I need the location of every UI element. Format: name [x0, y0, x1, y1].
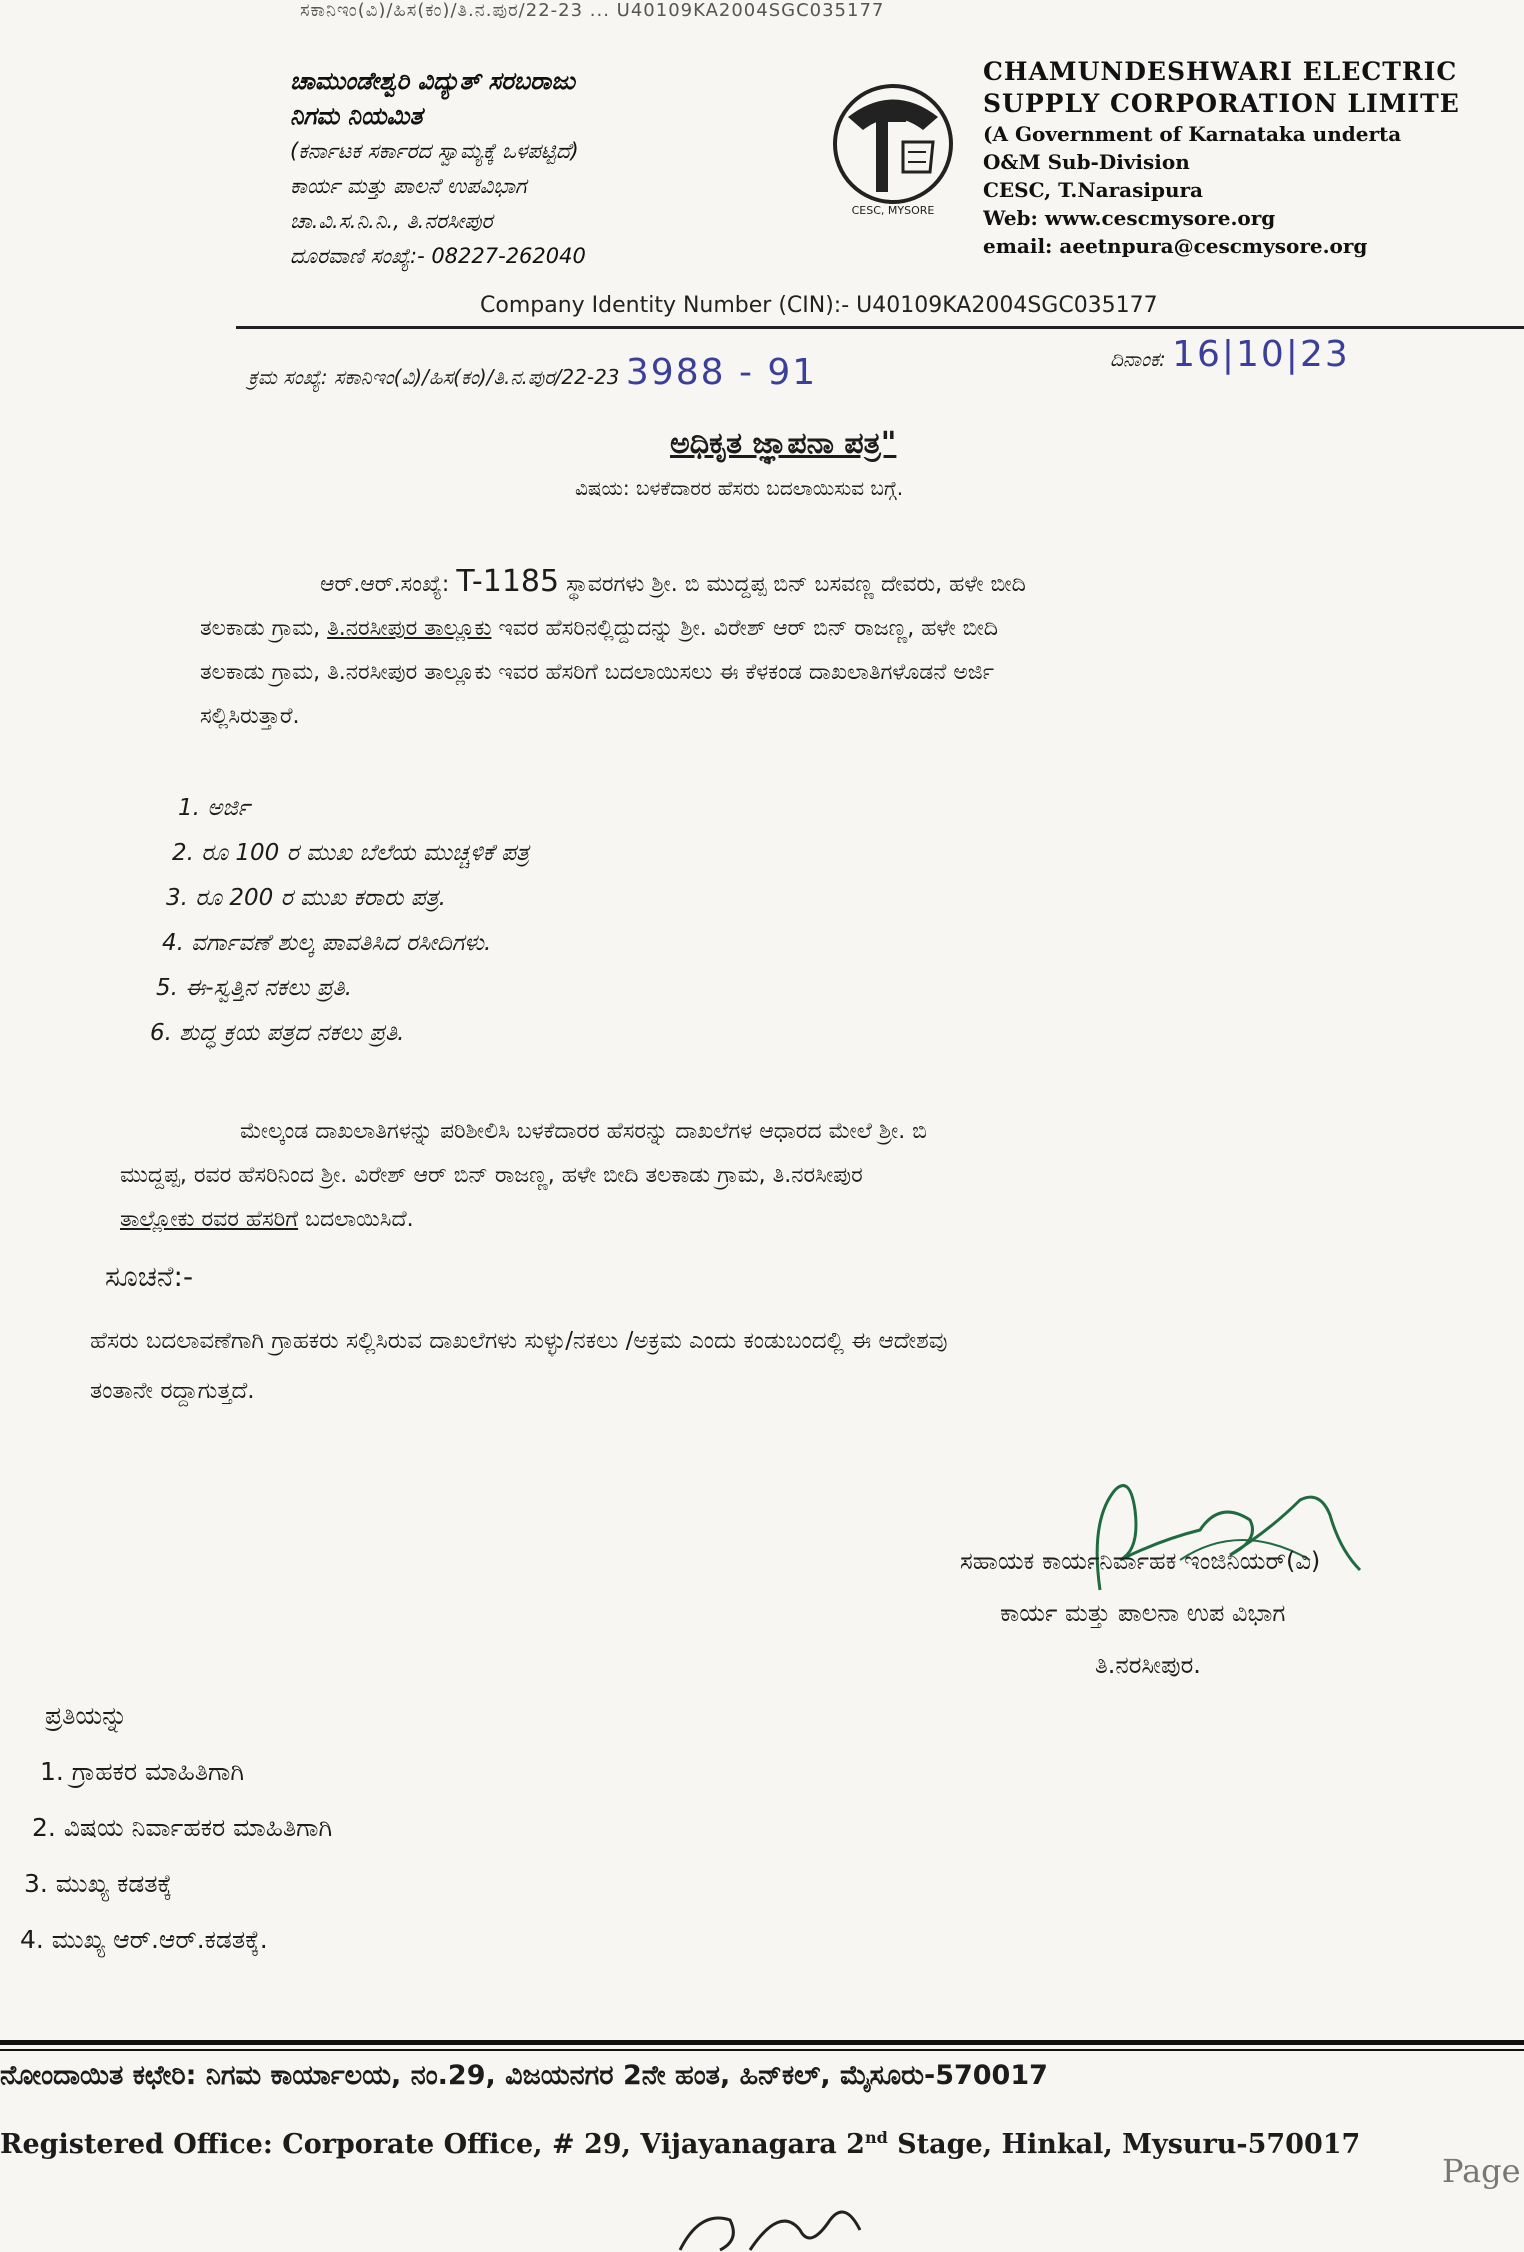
p1-text: ಇವರ ಹೆಸರಿನಲ್ಲಿದ್ದುದನ್ನು ಶ್ರೀ. ವಿರೇಶ್ ಆರ್ ಬಿನ್ ರಾಜಣ್ಣ, ಹಳೇ ಬೀದಿ — [498, 616, 999, 641]
list-item: 6. ಶುದ್ಧ ಕ್ರಯ ಪತ್ರದ ನಕಲು ಪ್ರತಿ. — [150, 1020, 405, 1046]
paragraph-1 — [200, 560, 1500, 739]
footer-address-text: Stage, Hinkal, Mysuru-570017 — [887, 2129, 1361, 2160]
letterhead-kannada-line: ನಿಗಮ ನಿಯಮಿತ — [290, 102, 423, 130]
paragraph-2-line — [120, 1198, 1524, 1242]
page-label: Page — [1442, 2152, 1521, 2190]
letterhead-kannada — [290, 64, 810, 274]
company-name-line2: SUPPLY CORPORATION LIMITE — [983, 89, 1460, 118]
paragraph-2-line: ಮುದ್ದಪ್ಪ, ರವರ ಹೆಸರಿನಿಂದ ಶ್ರೀ. ವಿರೇಶ್ ಆರ್ ಬಿನ್ ರಾಜಣ್ಣ, ಹಳೇ ಬೀದಿ ತಲಕಾಡು ಗ್ರಾಮ, ತಿ.ನರಸೀಪುರ — [120, 1163, 863, 1188]
footer-english-address — [0, 2128, 1360, 2160]
footer-address-text: Registered Office: Corporate Office, # 29, Vijayanagara 2 — [0, 2129, 865, 2160]
letterhead-kannada-line: ಕಾರ್ಯ ಮತ್ತು ಪಾಲನೆ ಉಪವಿಭಾಗ — [290, 174, 527, 198]
company-web: Web: www.cescmysore.org — [983, 206, 1276, 230]
rr-number: T-1185 — [456, 564, 560, 599]
date-line — [1110, 334, 1350, 375]
paragraph-2-line — [120, 1110, 1524, 1154]
signatory-designation: ಸಹಾಯಕ ಕಾರ್ಯನಿರ್ವಾಹಕ ಇಂಜಿನಿಯರ್(ವಿ) — [960, 1547, 1321, 1575]
cesc-logo — [818, 72, 968, 222]
note-line: ತಂತಾನೇ ರದ್ದಾಗುತ್ತದೆ. — [90, 1378, 255, 1404]
p1-text: ಸ್ಥಾವರಗಳು ಶ್ರೀ. ಬಿ ಮುದ್ದಪ್ಪ ಬಿನ್ ಬಸವಣ್ಣ ದೇವರು, ಹಳೇ ಬೀದಿ — [566, 572, 1026, 597]
cin-number: Company Identity Number (CIN):- U40109KA2004SGC035177 — [480, 293, 1158, 318]
letterhead-kannada-line: ಚಾ.ವಿ.ಸ.ನಿ.ನಿ., ತಿ.ನರಸೀಪುರ — [290, 209, 493, 233]
company-sub-line: O&M Sub-Division — [983, 150, 1190, 174]
signatory-block — [960, 1535, 1524, 1691]
footer-divider — [0, 2040, 1524, 2045]
footer-superscript: nd — [864, 2128, 888, 2147]
paragraph-1-line — [200, 607, 1500, 651]
list-item: 1. ಗ್ರಾಹಕರ ಮಾಹಿತಿಗಾಗಿ — [40, 1757, 245, 1786]
paragraph-1-line: ತಲಕಾಡು ಗ್ರಾಮ, ತಿ.ನರಸೀಪುರ ತಾಲ್ಲೂಕು ಇವರ ಹೆಸರಿಗೆ ಬದಲಾಯಿಸಲು ಈ ಕೆಳಕಂಡ ದಾಖಲಾತಿಗಳೊಡನೆ ಅರ್ಜಿ — [200, 660, 995, 685]
list-item: 3. ರೂ 200 ರ ಮುಖ ಕರಾರು ಪತ್ರ. — [166, 885, 446, 911]
bottom-signature — [670, 2200, 890, 2252]
copies-heading: ಪ್ರತಿಯನ್ನು — [45, 1701, 128, 1730]
list-item: 2. ವಿಷಯ ನಿರ್ವಾಹಕರ ಮಾಹಿತಿಗಾಗಿ — [32, 1813, 333, 1842]
p1-taluk-underlined: ತಿ.ನರಸೀಪುರ ತಾಲ್ಲೂಕು — [327, 616, 492, 641]
p2-text: ಬದಲಾಯಿಸಿದೆ. — [305, 1207, 414, 1232]
list-item: 4. ವರ್ಗಾವಣೆ ಶುಲ್ಕ ಪಾವತಿಸಿದ ರಸೀದಿಗಳು. — [162, 930, 492, 956]
list-item: 3. ಮುಖ್ಯ ಕಡತಕ್ಕೆ — [24, 1869, 173, 1898]
p1-text: ತಲಕಾಡು ಗ್ರಾಮ, — [200, 616, 321, 641]
reference-prefix: ಕ್ರಮ ಸಂಖ್ಯೆ: ಸಕಾನಿಇಂ(ವಿ)/ಹಿಸ(ಕಂ)/ತಿ.ನ.ಪುರ/22-23 — [248, 365, 620, 389]
top-cut-header-text: ಸಕಾನಿಇಂ(ವಿ)/ಹಿಸ(ಕಂ)/ತಿ.ನ.ಪುರ/22-23 ... U40109KA2004SGC035177 — [300, 0, 885, 18]
p2-underlined: ತಾಲ್ಲೋಕು ರವರ ಹೆಸರಿಗೆ — [120, 1207, 299, 1232]
logo-caption: CESC, MYSORE — [851, 204, 935, 217]
paragraph-1-line — [200, 560, 1500, 607]
letterhead-kannada-line: ದೂರವಾಣಿ ಸಂಖ್ಯೆ:- 08227-262040 — [290, 244, 586, 268]
memo-title: ಅಧಿಕೃತ ಜ್ಞಾಪನಾ ಪತ್ರ" — [670, 426, 897, 461]
documents-list — [150, 786, 529, 1056]
letterhead-kannada-line: ಚಾಮುಂಡೇಶ್ವರಿ ವಿದ್ಯುತ್ ಸರಬರಾಜು — [290, 67, 575, 95]
list-item: 2. ರೂ 100 ರ ಮುಖ ಬೆಲೆಯ ಮುಚ್ಚಳಿಕೆ ಪತ್ರ — [172, 840, 530, 866]
signatory-office: ಕಾರ್ಯ ಮತ್ತು ಪಾಲನಾ ಉಪ ವಿಭಾಗ — [1000, 1599, 1286, 1627]
company-email: email: aeetnpura@cescmysore.org — [983, 234, 1368, 258]
note-line: ಹೆಸರು ಬದಲಾವಣೆಗಾಗಿ ಗ್ರಾಹಕರು ಸಲ್ಲಿಸಿರುವ ದಾಖಲೆಗಳು ಸುಳ್ಳು/ನಕಲು /ಅಕ್ರಮ ಎಂದು ಕಂಡುಬಂದಲ್ಲಿ ಈ ಆದೇಶವು — [90, 1328, 948, 1354]
footer-kannada-address: ನೋಂದಾಯಿತ ಕಛೇರಿ: ನಿಗಮ ಕಾರ್ಯಾಲಯ, ನಂ.29, ವಿಜಯನಗರ 2ನೇ ಹಂತ, ಹಿನ್‌ಕಲ್, ಮೈಸೂರು-570017 — [0, 2060, 1048, 2091]
note-heading: ಸೂಚನೆ:- — [105, 1260, 194, 1293]
letterhead-english — [983, 56, 1524, 260]
rr-label: ಆರ್.ಆರ್.ಸಂಖ್ಯೆ: — [320, 572, 450, 597]
paragraph-2 — [120, 1110, 1524, 1242]
reference-number-handwritten: 3988 - 91 — [625, 352, 818, 393]
date-handwritten: 16|10|23 — [1172, 334, 1350, 375]
company-name-line1: CHAMUNDESHWARI ELECTRIC — [983, 57, 1458, 86]
company-sub-line: CESC, T.Narasipura — [983, 178, 1203, 202]
copies-list — [20, 1688, 332, 1968]
memo-subject: ವಿಷಯ: ಬಳಕೆದಾರರ ಹೆಸರು ಬದಲಾಯಿಸುವ ಬಗ್ಗೆ. — [575, 476, 904, 500]
date-label: ದಿನಾಂಕ: — [1110, 347, 1166, 371]
letterhead-kannada-line: (ಕರ್ನಾಟಕ ಸರ್ಕಾರದ ಸ್ವಾಮ್ಯಕ್ಕೆ ಒಳಪಟ್ಟಿದೆ) — [290, 139, 579, 163]
note-text — [90, 1316, 1524, 1416]
header-divider — [236, 326, 1524, 329]
p2-text: ಮೇಲ್ಕಂಡ ದಾಖಲಾತಿಗಳನ್ನು ಪರಿಶೀಲಿಸಿ ಬಳಕೆದಾರರ ಹೆಸರನ್ನು ದಾಖಲೆಗಳ ಆಧಾರದ ಮೇಲೆ ಶ್ರೀ. ಬಿ — [240, 1119, 927, 1144]
list-item: 1. ಅರ್ಜಿ — [178, 795, 250, 821]
list-item: 4. ಮುಖ್ಯ ಆರ್.ಆರ್.ಕಡತಕ್ಕೆ. — [20, 1925, 268, 1954]
company-sub-line: (A Government of Karnataka underta — [983, 122, 1402, 146]
reference-line — [248, 352, 817, 393]
signatory-place: ತಿ.ನರಸೀಪುರ. — [1095, 1651, 1201, 1679]
paragraph-1-line: ಸಲ್ಲಿಸಿರುತ್ತಾರೆ. — [200, 704, 300, 729]
footer-divider-thin — [0, 2049, 1524, 2051]
list-item: 5. ಈ-ಸ್ವತ್ತಿನ ನಕಲು ಪ್ರತಿ. — [156, 975, 353, 1001]
